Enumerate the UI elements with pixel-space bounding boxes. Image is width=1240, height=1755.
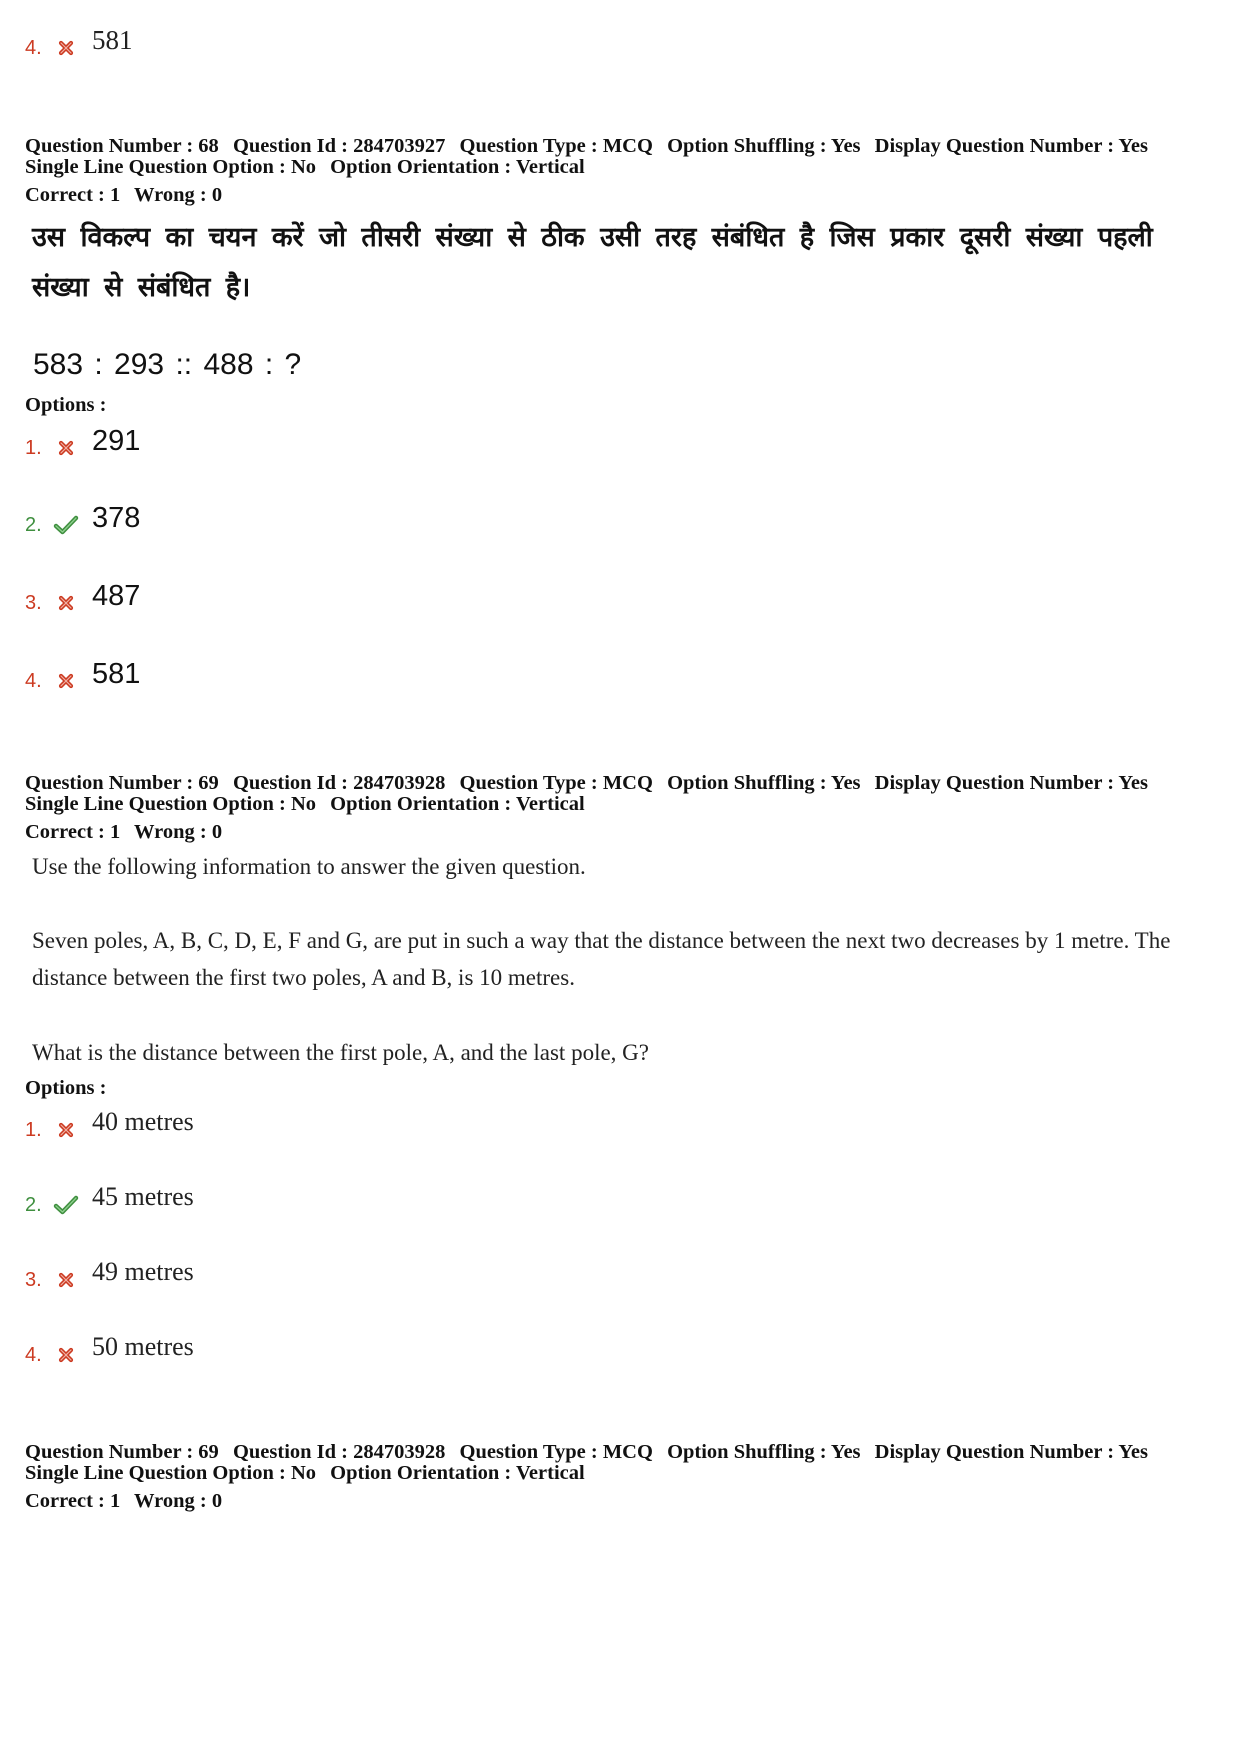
meta-correct: Correct : 1 — [25, 184, 121, 206]
option-value: 49 metres — [92, 1257, 194, 1286]
option-number: 3. — [25, 1269, 42, 1291]
option-value: 40 metres — [92, 1107, 194, 1136]
meta-option-shuffling: Option Shuffling : Yes — [667, 772, 861, 794]
cross-icon — [53, 668, 79, 694]
meta-question-type: Question Type : MCQ — [459, 772, 653, 794]
meta-question-id: Question Id : 284703928 — [232, 1441, 446, 1463]
meta-orientation: Option Orientation : Vertical — [330, 156, 585, 178]
meta-question-type: Question Type : MCQ — [459, 1441, 653, 1463]
meta-single-line: Single Line Question Option : No — [25, 1462, 317, 1484]
meta-wrong: Wrong : 0 — [134, 1490, 223, 1512]
question-68-meta — [25, 136, 1157, 206]
meta-question-number: Question Number : 68 — [25, 135, 219, 157]
option-value: 581 — [92, 25, 133, 55]
meta-display-number: Display Question Number : Yes — [874, 1441, 1149, 1463]
meta-correct: Correct : 1 — [25, 1490, 121, 1512]
meta-display-number: Display Question Number : Yes — [874, 772, 1149, 794]
cross-icon — [53, 1342, 79, 1368]
option-number: 2. — [25, 514, 42, 536]
option-value: 487 — [92, 580, 141, 612]
meta-question-number: Question Number : 69 — [25, 1441, 219, 1463]
meta-single-line: Single Line Question Option : No — [25, 793, 317, 815]
meta-question-id: Question Id : 284703928 — [232, 772, 446, 794]
meta-display-number: Display Question Number : Yes — [874, 135, 1149, 157]
question-69-intro: Use the following information to answer the given question. — [32, 854, 586, 879]
meta-single-line: Single Line Question Option : No — [25, 156, 317, 178]
meta-wrong: Wrong : 0 — [134, 184, 223, 206]
options-label: Options : — [25, 1077, 107, 1099]
question-68-text: उस विकल्प का चयन करें जो तीसरी संख्या से ठीक उसी तरह संबंधित है जिस प्रकार दूसरी संख्या पहली संख्या से संबंधित है। — [32, 222, 1153, 303]
option-value: 291 — [92, 425, 141, 457]
cross-icon — [53, 1117, 79, 1143]
cross-icon — [53, 435, 79, 461]
option-number: 4. — [25, 37, 42, 59]
question-69-repeat-meta — [25, 1442, 1157, 1512]
question-69-meta — [25, 773, 1157, 843]
meta-question-id: Question Id : 284703927 — [232, 135, 446, 157]
cross-icon — [53, 35, 79, 61]
option-number: 1. — [25, 1119, 42, 1141]
option-value: 45 metres — [92, 1182, 194, 1211]
option-number: 1. — [25, 437, 42, 459]
meta-question-type: Question Type : MCQ — [459, 135, 653, 157]
meta-orientation: Option Orientation : Vertical — [330, 793, 585, 815]
check-icon — [53, 1192, 79, 1218]
question-68-ratio: 583 : 293 :: 488 : ? — [33, 348, 302, 381]
meta-correct: Correct : 1 — [25, 821, 121, 843]
question-69-info: Seven poles, A, B, C, D, E, F and G, are put in such a way that the distance between the next two decreases by 1 metre. The distance between the first two poles, A and B, is 10 metres. — [32, 928, 1171, 990]
options-label: Options : — [25, 394, 107, 416]
option-number: 2. — [25, 1194, 42, 1216]
meta-option-shuffling: Option Shuffling : Yes — [667, 135, 861, 157]
option-value: 581 — [92, 658, 141, 690]
option-number: 4. — [25, 670, 42, 692]
option-number: 4. — [25, 1344, 42, 1366]
cross-icon — [53, 590, 79, 616]
check-icon — [53, 512, 79, 538]
meta-orientation: Option Orientation : Vertical — [330, 1462, 585, 1484]
meta-question-number: Question Number : 69 — [25, 772, 219, 794]
option-number: 3. — [25, 592, 42, 614]
question-69-text: What is the distance between the first pole, A, and the last pole, G? — [32, 1040, 649, 1065]
cross-icon — [53, 1267, 79, 1293]
meta-wrong: Wrong : 0 — [134, 821, 223, 843]
option-value: 50 metres — [92, 1332, 194, 1361]
option-value: 378 — [92, 502, 141, 534]
meta-option-shuffling: Option Shuffling : Yes — [667, 1441, 861, 1463]
